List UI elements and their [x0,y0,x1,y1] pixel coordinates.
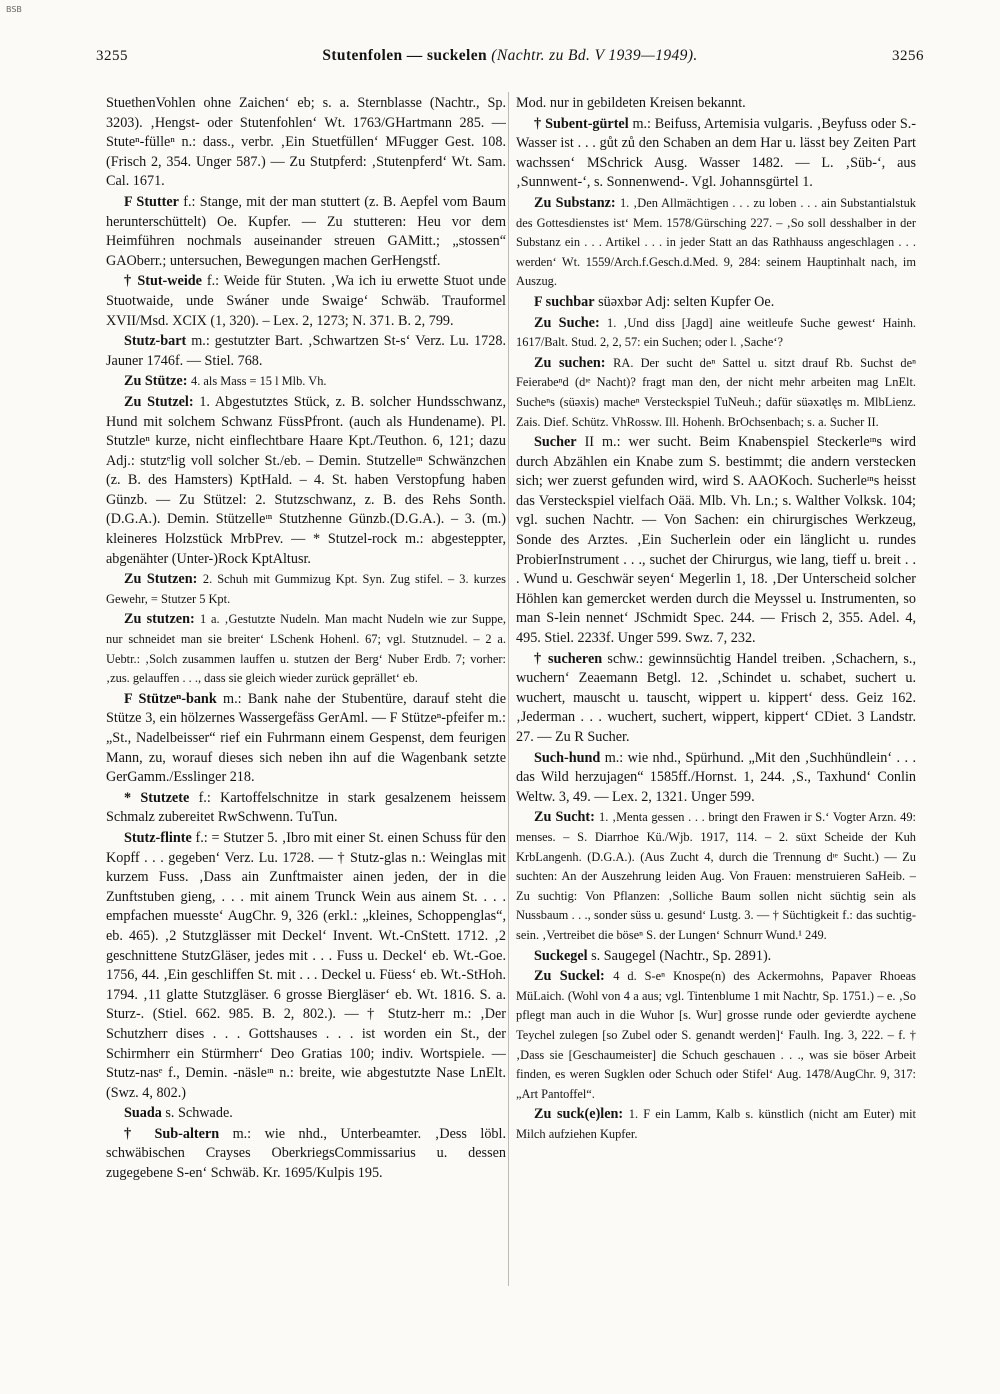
entry-text: f.: = Stutzer 5. ‚Ibro mit einer St. einen Schuss für den Kopff . . . gegeben‘ Verz. Lu. 1728. — † Stutz-glas n.: Weinglas mit kurzem Fuss. ‚Dass ain Zunftmaister ainen jeden, der in die Zunftstuben gieng, . . . mit ainem Trunck Wein aus ainem St. . . . empfachen muesste‘ AugChr. 9, 326 (erkl.: „kleines, Schoppenglas“, eb. 465). ‚2 Stutzglässer mit Deckel‘ Invent. Wt.-CnStett. 1712. ‚2 geschnittene StutzGläser, jedes mit . . . Fuss u. Deckel‘ eb. Wt.-Goe. 1756, 44. ‚Ein geschliffen St. mit . . . Deckel u. Füess‘ eb. Wt.-StHoh. 1794. ‚11 glatte Stutzgläser. 6 grosse Biergläser‘ eb. Wt. 1816. S. a. Sturz-. (Stiel. 662. 985. B. 2, 802.). — † Stutz-herr m.: ‚Der Schutzherr dises . . . Gottshauses . . . ist worden ein St., der Schirmherr ein Stürmherr‘ Deo Gratias 100; indiv. Wortspiele. — Stutz-nasᵉ f., Demin. -näsleᶦⁿ n.: breite, wie abgestutzte Nase LnElt. (Swz. 4, 802.) [106,829,506,1101]
entry-text: s. Schwade. [165,1105,233,1122]
library-stamp: BSB [6,5,22,14]
dictionary-entry [516,433,916,649]
dictionary-entry [106,610,506,688]
entry-headword: Zu Stütze: [124,373,188,390]
dictionary-entry [516,1105,916,1144]
entry-text: Mod. nur in gebildeten Kreisen bekannt. [516,95,746,111]
entry-text: schw.: gewinnsüchtig Handel treiben. ‚Schachern, s., wuchern‘ Zeaemann Betgl. 12. ‚Schindet u. schabet, suchert u. wuchert, mauscht u. tauscht, wippert u. kippert‘ dess. Geiz 162. ‚Jederman . . . wuchert, suchert, wippert, kippert‘ CDiet. 3 Landstr. 27. — Zu R Sucher. [516,650,916,745]
left-column [106,94,506,1284]
entry-headword: Zu Substanz: [534,194,616,211]
dictionary-entry [106,372,506,392]
entry-text: s. Saugegel (Nachtr., Sp. 2891). [591,947,772,964]
entry-headword: Sucher [534,434,577,451]
right-column [516,94,916,1284]
entry-text: 1. ‚Den Allmächtigen . . . zu loben . . . ain Substantialstuk des Gottesdienstes ist‘ Mem. 1578/Gürsching 227. – ‚So soll desshalber in der Substanz ein . . . Artikel . . . in jeder Statt an das Rathhauss angeschlagen . . . werden‘ Wt. 1559/Arch.f.Gesch.d.Med. 9, 284: seinem Hauptinhalt nach, im Auszug. [516,195,916,289]
entry-text: 1. ‚Menta gessen . . . bringt den Frawen ir S.‘ Vogter Arzn. 49: menses. – S. Diarrhoe Kü./Wjb. 1917, 114. – 2. süxt Scheide der Kuh KrbLangenh. (D.G.A.). (Aus Zucht 4, durch die Trennung dᶦᵉ Sucht.) — Zu suchten: An der Auszehrung leiden Aug. Von Frauen: menstruieren SaHeib. – Zu suchtig: Von Pflanzen: ‚Solliche Baum sollen nicht süchtig sein als Nussbaum . . ., sonder süss u. gesund‘ Lustg. 3. — † Süchtigkeit f.: das suchtig-sein. ‚Vertreibet die böseⁿ S. der Lungen‘ Schnurr Wund.¹ 249. [516,810,916,942]
dictionary-entry [106,272,506,331]
entry-headword: Such-hund [534,749,601,766]
dictionary-entry [516,115,916,193]
running-title-main: Stutenfolen — suckelen [322,47,488,64]
entry-text: 1. F ein Lamm, Kalb s. künstlich (nicht am Euter) mit Milch aufziehen Kupfer. [516,1107,916,1141]
entry-headword: † Subent-gürtel [534,115,629,132]
dictionary-entry [106,332,506,371]
entry-headword: F Stützeⁿ-bank [124,690,217,707]
entry-headword: Zu stutzen: [124,611,195,628]
entry-text: f.: Weide für Stuten. ‚Wa ich iu erwette Stuot unde Stuotwaide, unde Swáner unde Swaige‘ Schwäb. Trauformel XVII/Msd. XCIX (1, 320). – Lex. 2, 1273; N. 371. B. 2, 799. [106,273,506,329]
entry-text: StuethenVohlen ohne Zaichen‘ eb; s. a. Sternblasse (Nachtr., Sp. 3203). ‚Hengst- oder Stutenfohlen‘ Wt. 1763/GHartmann 285. — Stuteⁿ-fülleⁿ n.: dass., verbr. ‚Ein Stuetfüllen‘ MFugger Gest. 108. (Frisch 2, 354. Unger 587.) — Zu Stutpferd: ‚Stutenpferd‘ Wt. Sam. Cal. 1671. [106,95,506,190]
entry-headword: † Sub-altern [124,1125,220,1142]
dictionary-entry [106,94,506,192]
entry-headword: Zu Stutzel: [124,393,194,410]
dictionary-entry [516,354,916,432]
dictionary-entry [516,314,916,353]
dictionary-entry [516,808,916,945]
entry-text: m.: Beifuss, Artemisia vulgaris. ‚Beyfuss oder S.-Wasser ist . . . gůt zů den Schaben an dem Har u. lässt bey Zeiten Part wachssen‘ MSchrick Ausg. Wasser 1482. — L. ‚Süb-‘, aus ‚Sunnwent-‘, s. Sonnenwend-. Vgl. Johannsgürtel 1. [516,115,916,191]
dictionary-entry [516,650,916,748]
entry-headword: F Stutter [124,193,179,210]
entry-headword: F suchbar [534,293,595,310]
entry-text: II m.: wer sucht. Beim Knabenspiel Steckerleᶦⁿs wird durch Abzählen ein Knabe zum S. bestimmt; die andern verstecken sich; wer zuerst gefunden wird, wird S. AAOKoch. Sucherleᶦⁿs heisst das Versteckspiel vielfach Oää. Mlb. Vh. Ln.; s. Walther Volksk. 104; vgl. suchen Nachtr. — Von Sachen: ein chirurgisches Werkzeug, Sonde des Arztes. ‚Ein Sucherlein oder ein länglicht u. rundes ProbierInstrument . . ., suchet der Chirurgus, wie lang, tieff u. breit . . . Wund u. Geschwär seyen‘ Megerlin 1, 18. ‚Der Unterscheid solcher Höhlen kan gemercket werden durch die Meyssel u. Instrumenten, so man S-lein nennet‘ JSchmidt Spec. 244. — Frisch 2, 355. Adel. 4, 495. Stiel. 2233f. Unger 599. Swz. 7, 232. [516,434,916,647]
dictionary-entry [106,829,506,1103]
dictionary-entry [106,1125,506,1184]
dictionary-entry [106,789,506,828]
entry-text: 2. Schuh mit Gummizug Kpt. Syn. Zug stifel. – 3. kurzes Gewehr, = Stutzer 5 Kpt. [106,572,506,606]
dictionary-entry [106,393,506,569]
entry-text: süəxbər Adj: selten Kupfer Oe. [598,293,775,310]
dictionary-entry [516,749,916,808]
dictionary-entry [106,570,506,609]
entry-headword: Suada [124,1105,162,1122]
entry-headword: Stutz-flinte [124,829,192,846]
dictionary-entry [516,967,916,1104]
entry-text: f.: Stange, mit der man stuttert (z. B. Aepfel vom Baum herunterschüttelt) Oe. Kupfer. — Zu stutteren: Heu vor dem Heimführen nochmals auseinander streuen GAMitt.; „stossen“ GAOberr.; untersuchen, Bewegungen machen GerHengstf. [106,193,506,269]
running-title [96,47,924,65]
entry-text: 1 a. ‚Gestutzte Nudeln. Man macht Nudeln wie zur Suppe, nur schneidet man sie breiter‘ LSchenk Hohenl. 67; vgl. Stutznudel. – 2 a. Uebtr.: ‚Solch zusammen lauffen u. stutzen der Berg‘ Nuber Erdb. 7; vorher: ‚zus. gelauffen . . ., dass sie gleich wieder zurück geprället‘ eb. [106,612,506,686]
entry-text: 1. ‚Und diss [Jagd] aine weitleufe Suche gewest‘ Hainh. 1617/Balt. Stud. 2, 2, 57: ein Suchen; oder l. ‚Sache‘? [516,315,916,350]
entry-text: m.: wie nhd., Unterbeamter. ‚Dess löbl. schwäbischen Crayses OberkriegsCommissarius u. dessen zugegebene S-en‘ Schwäb. Kr. 1695/Kulpis 195. [106,1125,506,1182]
entry-headword: Zu suck(e)len: [534,1106,624,1123]
entry-headword: Zu suchen: [534,354,606,371]
entry-text: RA. Der sucht deⁿ Sattel u. sitzt drauf Rb. Suchst deⁿ Feierabeⁿd (dᶦᵉ Nacht)? fragt man den, der nicht mehr arbeiten mag LnElt. Sucheⁿs (süəxis) macheⁿ Versteckspiel TuNeuh.; dafür süəxətlęs m. MlbLienz. Zais. Dief. Schütz. VhRossw. Ill. Hohenh. BrOchsenbach; s. a. Sucher II. [516,355,916,429]
entry-text: 4 d. S-eⁿ Knospe(n) des Ackermohns, Papaver Rhoeas MüLaich. (Wohl von 4 a aus; vgl. Tintenblume 1 mit Nachtr, Sp. 1751.) – e. ‚So pflegt man auch in die Wuhor [s. Wur] grosse runde oder gevierdte aychene Teychel zulegen [so Zubel oder S. genandt werden]‘ Faulh. Ing. 3, 222. – f. † ‚Dass sie [Geschaumeister] die Schuch geschauen . . ., was sie böser Arbeit finden, es weren Sugklen oder Schuch oder Stifel‘ Aug. 1478/AugChr. 9, 317: „Art Pantoffel“. [516,969,916,1101]
entry-headword: † Stut-weide [124,273,202,290]
dictionary-entry [106,690,506,788]
entry-text: f.: Kartoffelschnitze in stark gesalzenem heissem Schmalz zubereitet RwSchwenn. TuTun. [106,789,506,826]
running-title-note: (Nachtr. zu Bd. V 1939—1949). [491,47,698,64]
entry-headword: * Stutzete [124,789,190,806]
entry-headword: Stutz-bart [124,333,187,350]
entry-headword: Zu Suche: [534,314,600,331]
dictionary-entry [516,293,916,313]
dictionary-entry [106,1104,506,1124]
page-number-right: 3256 [892,48,924,64]
entry-headword: Suckegel [534,947,588,964]
dictionary-entry [106,193,506,271]
entry-text: m.: Bank nahe der Stubentüre, darauf steht die Stütze 3, ein hölzernes Wassergefäss GerAml. — F Stützeⁿ-pfeifer m.: „St., Nadelbeisser“ rief ein Fuhrmann einem Gespenst, dem feurigen Mann, zu, worauf dieses sich neben ihn auf die Wagenbank setzte GerGamm./Esslinger 218. [106,690,506,786]
entry-text: 1. Abgestutztes Stück, z. B. solcher Hundsschwanz, Hund mit solchem Schwanz FüssPfront. (auch als Hundename). Pl. Stutzleⁿ kurze, nicht einflechtbare Haare Kpt./Teuthon. 6, 121; dazu Adj.: stutzᵉlig voll solcher St./eb. – Demin. Stutzelleᶦⁿ Schwänzchen (z. B. des Hamsters) KptHald. – 4. St. haben Verstopfung haben Günzb. — Zu Stützel: 2. Stutzschwanz, z. B. des Rehs Sonth.(D.G.A.). Demin. Stützelleᶦⁿ Stutzhenne Günzb.(D.G.A.). – 3. (m.) kleineres Holzstück MrbPrev. — * Stutzel-rock m.: abgesteppter, abgenähter (Unter-)Rock KptAltusr. [106,393,506,567]
entry-headword: Zu Stutzen: [124,571,198,588]
entry-text: m.: wie nhd., Spürhund. „Mit den ‚Suchhündlein‘ . . . das Wild herzujagen“ 1585ff./Hornst. 1, 244. ‚S., Taxhund‘ Conlin Weltw. 3, 49. — Lex. 2, 1321. Unger 599. [516,749,916,805]
page-number-left: 3255 [96,48,128,64]
entry-headword: Zu Suckel: [534,968,605,985]
entry-headword: † sucheren [534,650,603,667]
page-header [96,44,924,74]
entry-headword: Zu Sucht: [534,809,595,826]
dictionary-entry [516,947,916,967]
dictionary-entry [516,194,916,292]
entry-text: 4. als Mass = 15 l Mlb. Vh. [191,374,327,389]
dictionary-entry [516,94,916,114]
entry-text: m.: gestutzter Bart. ‚Schwartzen St-s‘ Verz. Lu. 1728. Jauner 1746f. — Stiel. 768. [106,333,506,369]
column-divider [508,92,509,1286]
